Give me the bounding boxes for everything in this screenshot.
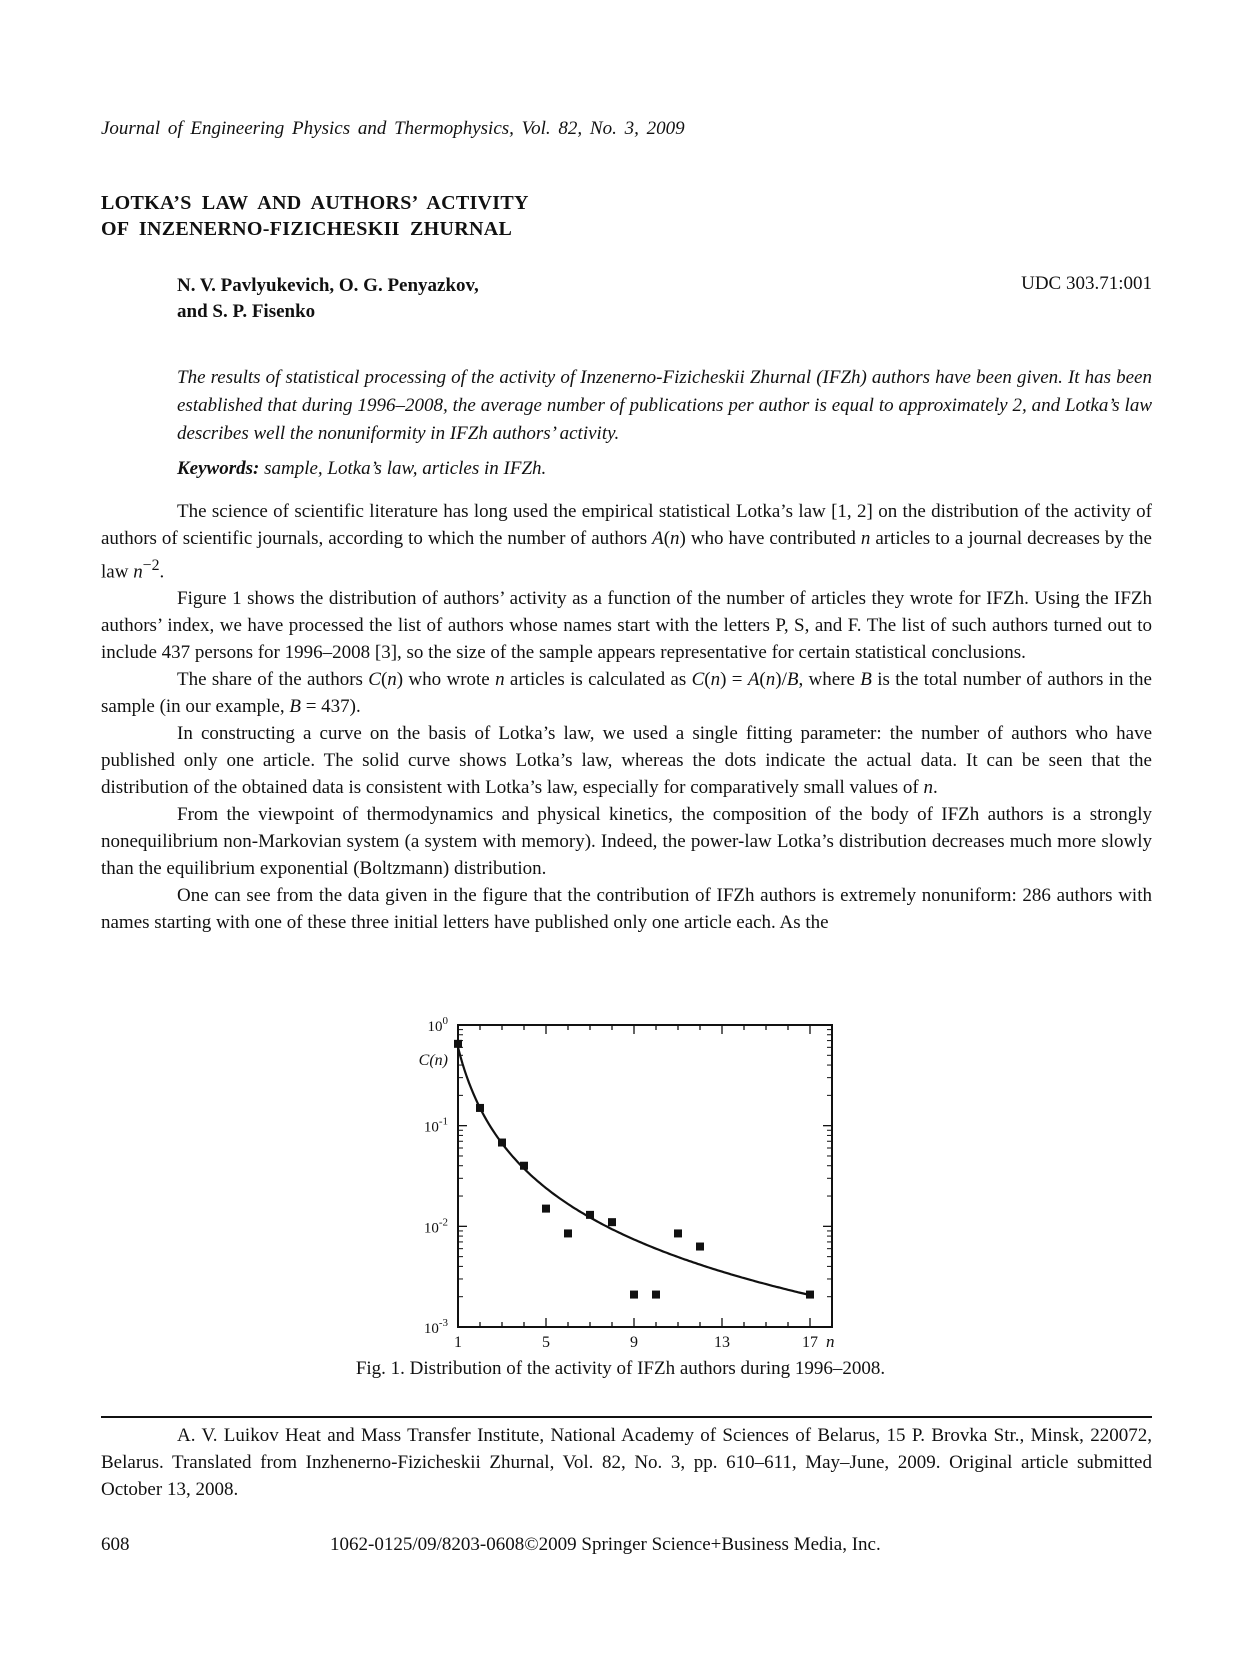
author-list [177, 273, 479, 325]
lotka-chart [405, 1015, 835, 1355]
x-axis-label: n [826, 1332, 835, 1351]
title-line-2: OF INZENERNO-FIZICHESKII ZHURNAL [101, 218, 513, 240]
x-tick-label: 1 [454, 1334, 462, 1351]
y-tick-label: $10^{-2}$ [423, 1216, 448, 1237]
udc-code: UDC 303.71:001 [1021, 273, 1152, 294]
footnote-divider [101, 1416, 1152, 1418]
x-tick-label: 9 [630, 1334, 638, 1351]
body-text [101, 498, 1152, 936]
data-point [586, 1211, 594, 1219]
data-point [476, 1104, 484, 1112]
paragraph-6: One can see from the data given in the figure that the contribution of IFZh authors is extremely nonuniform: 286 authors with names starting with one of these three initial letters have published only one article each. As the [101, 885, 1152, 934]
keywords-label: Keywords: [177, 458, 260, 479]
x-tick-label: 17 [802, 1334, 818, 1351]
data-point [806, 1291, 814, 1299]
keywords-text: sample, Lotka’s law, articles in IFZh. [259, 458, 547, 479]
page-number: 608 [101, 1534, 130, 1555]
paper-title [101, 190, 529, 242]
data-point [696, 1243, 704, 1251]
authors-line-1: N. V. Pavlyukevich, O. G. Penyazkov, [177, 275, 479, 296]
data-point [674, 1229, 682, 1237]
y-tick-label: $10^0$ [427, 1015, 448, 1035]
x-tick-label: 5 [542, 1334, 550, 1351]
copyright-line: 1062-0125/09/8203-0608©2009 Springer Science+Business Media, Inc. [330, 1534, 881, 1555]
paragraph-4: In constructing a curve on the basis of Lotka’s law, we used a single fitting parameter: the number of authors who have published only one article. The solid curve shows Lotka’s law, whereas the dots indicate the actual data. It can be seen that the distribution of the obtained data is consistent with Lotka’s law, especially for comparatively small values of n. [101, 723, 1152, 799]
plot-frame [458, 1025, 832, 1327]
paragraph-2: Figure 1 shows the distribution of authors’ activity as a function of the number of articles they wrote for IFZh. Using the IFZh authors’ index, we have processed the list of authors whose names start with the letters P, S, and F. The list of such authors turned out to include 437 persons for 1996–2008 [3], so the size of the sample appears representative for certain statistical conclusions. [101, 588, 1152, 664]
affiliation-footnote [101, 1422, 1152, 1503]
footnote-text: A. V. Luikov Heat and Mass Transfer Institute, National Academy of Sciences of Belarus, 15 P. Brovka Str., Minsk, 220072, Belarus. Translated from Inzhenerno-Fizicheskii Zhurnal, Vol. 82, No. 3, pp. 610–611, May–June, 2009. Original article submitted October 13, 2008. [101, 1425, 1152, 1500]
paragraph-1: The science of scientific literature has long used the empirical statistical Lotka’s law [1, 2] on the distribution of the activity of authors of scientific journals, according to which the number of authors A(n) who have contributed n articles to a journal decreases by the law $n^{-2}$. [101, 501, 1152, 583]
data-point [608, 1218, 616, 1226]
authors-line-2: and S. P. Fisenko [177, 301, 316, 322]
lotka-law-curve [458, 1047, 810, 1295]
title-line-1: LOTKA’S LAW AND AUTHORS’ ACTIVITY [101, 192, 529, 214]
data-point [542, 1205, 550, 1213]
paragraph-3: The share of the authors C(n) who wrote n articles is calculated as C(n) = A(n)/B, where B is the total number of authors in the sample (in our example, B = 437). [101, 669, 1152, 718]
figure-caption: Fig. 1. Distribution of the activity of IFZh authors during 1996–2008. [355, 1358, 886, 1379]
data-point [630, 1291, 638, 1299]
x-tick-label: 13 [714, 1334, 730, 1351]
abstract: The results of statistical processing of the activity of Inzenerno-Fizicheskii Zhurnal (IFZh) authors have been given. It has been established that during 1996–2008, the average number of publications per author is equal to approximately 2, and Lotka’s law describes well the nonuniformity in IFZh authors’ activity. [177, 367, 1152, 444]
data-point [520, 1162, 528, 1170]
y-tick-label: $10^{-1}$ [423, 1115, 448, 1136]
data-point [564, 1229, 572, 1237]
data-point [652, 1291, 660, 1299]
data-point [454, 1040, 462, 1048]
keywords [177, 458, 546, 480]
journal-header: Journal of Engineering Physics and Thermophysics, Vol. 82, No. 3, 2009 [101, 118, 685, 139]
paragraph-5: From the viewpoint of thermodynamics and physical kinetics, the composition of the body of IFZh authors is a strongly nonequilibrium non-Markovian system (a system with memory). Indeed, the power-law Lotka’s distribution decreases much more slowly than the equilibrium exponential (Boltzmann) distribution. [101, 804, 1152, 880]
data-point [498, 1139, 506, 1147]
y-tick-label: $10^{-3}$ [423, 1317, 448, 1337]
y-axis-label: C(n) [418, 1051, 448, 1069]
